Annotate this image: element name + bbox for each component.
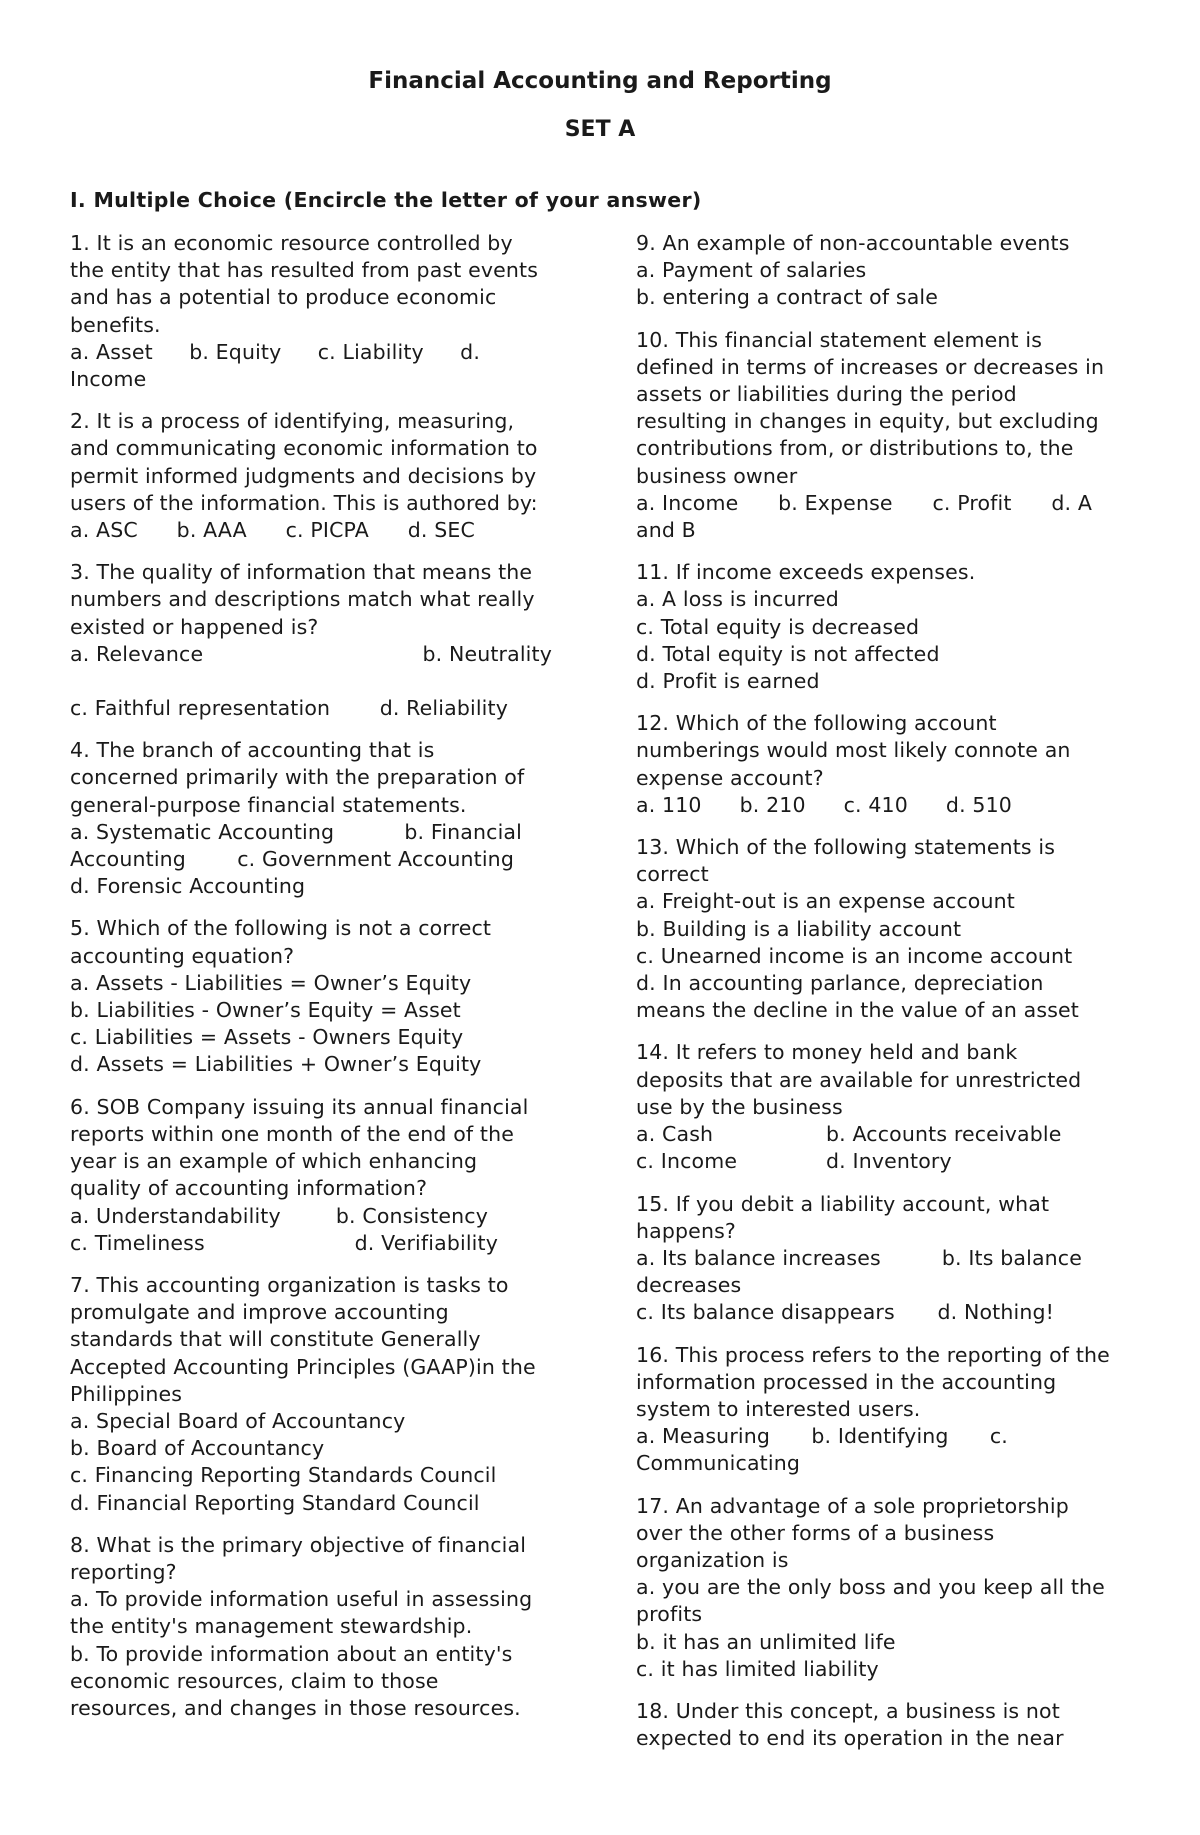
option-d: d. Verifiability [354,1230,498,1255]
option-d: d. [460,339,480,364]
option-c: c. Faithful representation [70,696,331,721]
left-column [70,230,570,1737]
question-10-options [636,490,1092,517]
section-heading: I. Multiple Choice (Encircle the letter of your answer) [70,188,702,212]
option-b-continued: decreases [636,1273,742,1298]
question-14-stem-line: 14. It refers to money held and bank [636,1040,1018,1065]
option-b: b. AAA [176,518,247,543]
question-14-options-row-2 [636,1148,1136,1175]
question-3-stem-line: existed or happened is? [70,614,319,639]
option-d: d. 510 [945,792,1012,817]
option-c: c. Liabilities = Assets - Owners Equity [70,1025,464,1050]
question-18 [636,1698,1136,1752]
question-3-options-row-2 [70,695,508,722]
option-b: b. Identifying [811,1424,949,1449]
option-c: c. Income [636,1149,738,1174]
question-7-stem-line: Accepted Accounting Principles (GAAP)in the [70,1354,536,1379]
option-c: c. [989,1424,1008,1449]
question-9 [636,230,1136,312]
option-d: d. Financial Reporting Standard Council [70,1490,480,1515]
question-2-stem-line: 2. It is a process of identifying, measuring, [70,409,515,434]
question-18-stem-line: 18. Under this concept, a business is not [636,1698,1060,1723]
question-18-stem-line: expected to end its operation in the near [636,1726,1064,1751]
option-c-continued: Communicating [636,1451,800,1476]
option-b: b. Liabilities - Owner’s Equity = Asset [70,998,461,1023]
option-d: d. In accounting parlance, depreciation [636,971,1044,996]
option-a: a. Measuring [636,1424,771,1449]
question-15-stem-line: 15. If you debit a liability account, what [636,1191,1050,1216]
question-14 [636,1039,1136,1175]
question-16-stem-line: information processed in the accounting [636,1369,1057,1394]
question-4-stem-line: concerned primarily with the preparation of [70,765,525,790]
option-c: c. Government Accounting [237,847,514,872]
question-17 [636,1493,1136,1683]
question-7-stem-line: promulgate and improve accounting [70,1300,449,1325]
set-label: SET A [564,117,636,142]
option-c: c. Financing Reporting Standards Council [70,1463,497,1488]
question-6-stem-line: reports within one month of the end of the [70,1121,515,1146]
option-c: c. Total equity is decreased [636,614,920,639]
option-d: d. Forensic Accounting [70,874,306,899]
option-b: b. Accounts receivable [826,1122,1062,1147]
question-6-stem-line: 6. SOB Company issuing its annual financial [70,1094,529,1119]
question-1-options [70,339,480,366]
question-12-stem-line: expense account? [636,765,824,790]
question-1-stem-line: and has a potential to produce economic [70,285,497,310]
question-14-stem-line: deposits that are available for unrestricted [636,1067,1082,1092]
option-b: b. Its balance [941,1245,1082,1270]
question-3 [70,559,570,722]
question-1 [70,230,570,393]
option-b: b. it has an unlimited life [636,1629,896,1654]
option-d: d. Reliability [379,696,508,721]
question-16-stem-line: system to interested users. [636,1396,921,1421]
question-17-stem-line: over the other forms of a business [636,1520,995,1545]
question-10-stem-line: contributions from, or distributions to, the [636,436,1074,461]
right-column [636,230,1136,1767]
option-line: resources, and changes in those resources. [70,1695,521,1720]
question-2 [70,408,570,544]
option-d: d. SEC [407,518,475,543]
question-6-stem-line: quality of accounting information? [70,1176,428,1201]
option-a: a. Relevance [70,641,204,666]
option-b: b. Financial [404,819,522,844]
question-2-stem-line: and communicating economic information to [70,436,538,461]
question-11 [636,559,1136,695]
option-a: a. Systematic Accounting [70,819,335,844]
option-d: d. Profit is earned [636,669,820,694]
question-12-stem-line: numberings would most likely connote an [636,738,1071,763]
option-b: b. Building is a liability account [636,916,962,941]
option-a: a. Assets - Liabilities = Owner’s Equity [70,970,472,995]
question-7-stem-line: Philippines [70,1381,183,1406]
option-line: b. To provide information about an entity's [70,1641,513,1666]
question-5-stem-line: 5. Which of the following is not a correct [70,916,492,941]
option-a: a. you are the only boss and you keep all the [636,1575,1105,1600]
option-a: a. A loss is incurred [636,587,839,612]
option-a: a. Cash [636,1122,714,1147]
question-10-stem-line: resulting in changes in equity, but excluding [636,409,1099,434]
option-d: d. Nothing! [937,1300,1054,1325]
question-7-stem-line: 7. This accounting organization is tasks to [70,1272,509,1297]
question-16 [636,1342,1136,1478]
option-a: a. Income [636,490,739,515]
option-a: a. 110 [636,792,702,817]
question-15-stem-line: happens? [636,1218,736,1243]
option-b-continued: Accounting [70,847,186,872]
question-16-options [636,1423,1008,1450]
option-a-continued: profits [636,1602,703,1627]
option-b: b. Consistency [335,1203,488,1228]
question-3-options-row-1 [70,641,552,668]
option-d: d. Assets = Liabilities + Owner’s Equity [70,1052,482,1077]
option-d-continued: and B [636,518,696,543]
question-17-stem-line: organization is [636,1547,789,1572]
question-10-stem-line: assets or liabilities during the period [636,382,1017,407]
question-1-stem-line: the entity that has resulted from past events [70,258,539,283]
question-2-stem-line: users of the information. This is authored by: [70,490,538,515]
question-3-stem-line: 3. The quality of information that means the [70,560,533,585]
question-7 [70,1272,570,1517]
question-11-stem-line: 11. If income exceeds expenses. [636,560,976,585]
option-line: a. To provide information useful in assessing [70,1587,533,1612]
question-4-options-row-1 [70,819,522,846]
question-8-stem-line: 8. What is the primary objective of financial [70,1532,527,1557]
question-13 [636,834,1136,1024]
option-b: b. Equity [189,339,282,364]
option-b: b. Expense [778,490,893,515]
question-6-options-row-1 [70,1203,488,1230]
question-13-stem-line: correct [636,862,709,887]
question-6-options-row-2 [70,1230,498,1257]
question-10 [636,327,1136,545]
option-c: c. Profit [932,490,1012,515]
option-d: d. Total equity is not affected [636,641,940,666]
option-a: a. Special Board of Accountancy [70,1408,406,1433]
option-b: b. Board of Accountancy [70,1436,325,1461]
question-6-stem-line: year is an example of which enhancing [70,1149,478,1174]
document-title: Financial Accounting and Reporting [368,68,832,94]
option-c: c. Its balance disappears [636,1300,895,1325]
option-a: a. Freight-out is an expense account [636,889,1015,914]
question-9-stem-line: 9. An example of non-accountable events [636,231,1070,255]
question-3-stem-line: numbers and descriptions match what really [70,587,535,612]
option-d: d. Inventory [826,1149,952,1174]
option-c: c. Liability [317,339,424,364]
question-12-options [636,792,1012,819]
question-2-options [70,517,475,544]
question-13-stem-line: 13. Which of the following statements is [636,835,1056,860]
question-15-options-row-2 [636,1299,1054,1326]
question-1-stem-line: 1. It is an economic resource controlled by [70,231,513,255]
option-a: a. Its balance increases [636,1245,881,1270]
question-8 [70,1532,570,1722]
question-4-stem-line: general-purpose financial statements. [70,792,467,817]
option-c: c. it has limited liability [636,1656,879,1681]
question-10-stem-line: 10. This financial statement element is [636,327,1043,352]
option-d-continued: Income [70,367,147,392]
option-a: a. ASC [70,518,138,543]
option-b: b. entering a contract of sale [636,285,939,310]
option-d: d. A [1051,490,1092,515]
question-14-options-row-1 [636,1121,1136,1148]
question-16-stem-line: 16. This process refers to the reporting of the [636,1342,1110,1367]
question-7-stem-line: standards that will constitute Generally [70,1327,481,1352]
spacer [70,668,570,695]
option-c: c. Unearned income is an income account [636,943,1073,968]
option-b: b. 210 [739,792,806,817]
question-12-stem-line: 12. Which of the following account [636,711,997,736]
question-5 [70,915,570,1078]
question-17-stem-line: 17. An advantage of a sole proprietorship [636,1493,1069,1518]
option-d-continued: means the decline in the value of an asset [636,998,1079,1023]
question-4 [70,737,570,900]
option-a: a. Understandability [70,1203,281,1228]
question-14-stem-line: use by the business [636,1094,843,1119]
question-2-stem-line: permit informed judgments and decisions by [70,463,537,488]
question-4-stem-line: 4. The branch of accounting that is [70,738,435,763]
question-6 [70,1094,570,1257]
question-1-stem-line: benefits. [70,312,161,337]
option-b: b. Neutrality [422,641,552,666]
question-10-stem-line: business owner [636,463,798,488]
question-4-options-row-2 [70,846,514,873]
option-line: economic resources, claim to those [70,1668,439,1693]
question-15-options-row-1 [636,1245,1082,1272]
option-a: a. Payment of salaries [636,258,867,283]
question-10-stem-line: defined in terms of increases or decreases in [636,354,1105,379]
option-c: c. 410 [843,792,908,817]
question-5-stem-line: accounting equation? [70,943,295,968]
option-c: c. PICPA [285,518,369,543]
question-15 [636,1191,1136,1327]
option-line: the entity's management stewardship. [70,1614,473,1639]
question-8-stem-line: reporting? [70,1559,177,1584]
option-c: c. Timeliness [70,1230,205,1255]
option-a: a. Asset [70,339,153,364]
question-12 [636,710,1136,819]
